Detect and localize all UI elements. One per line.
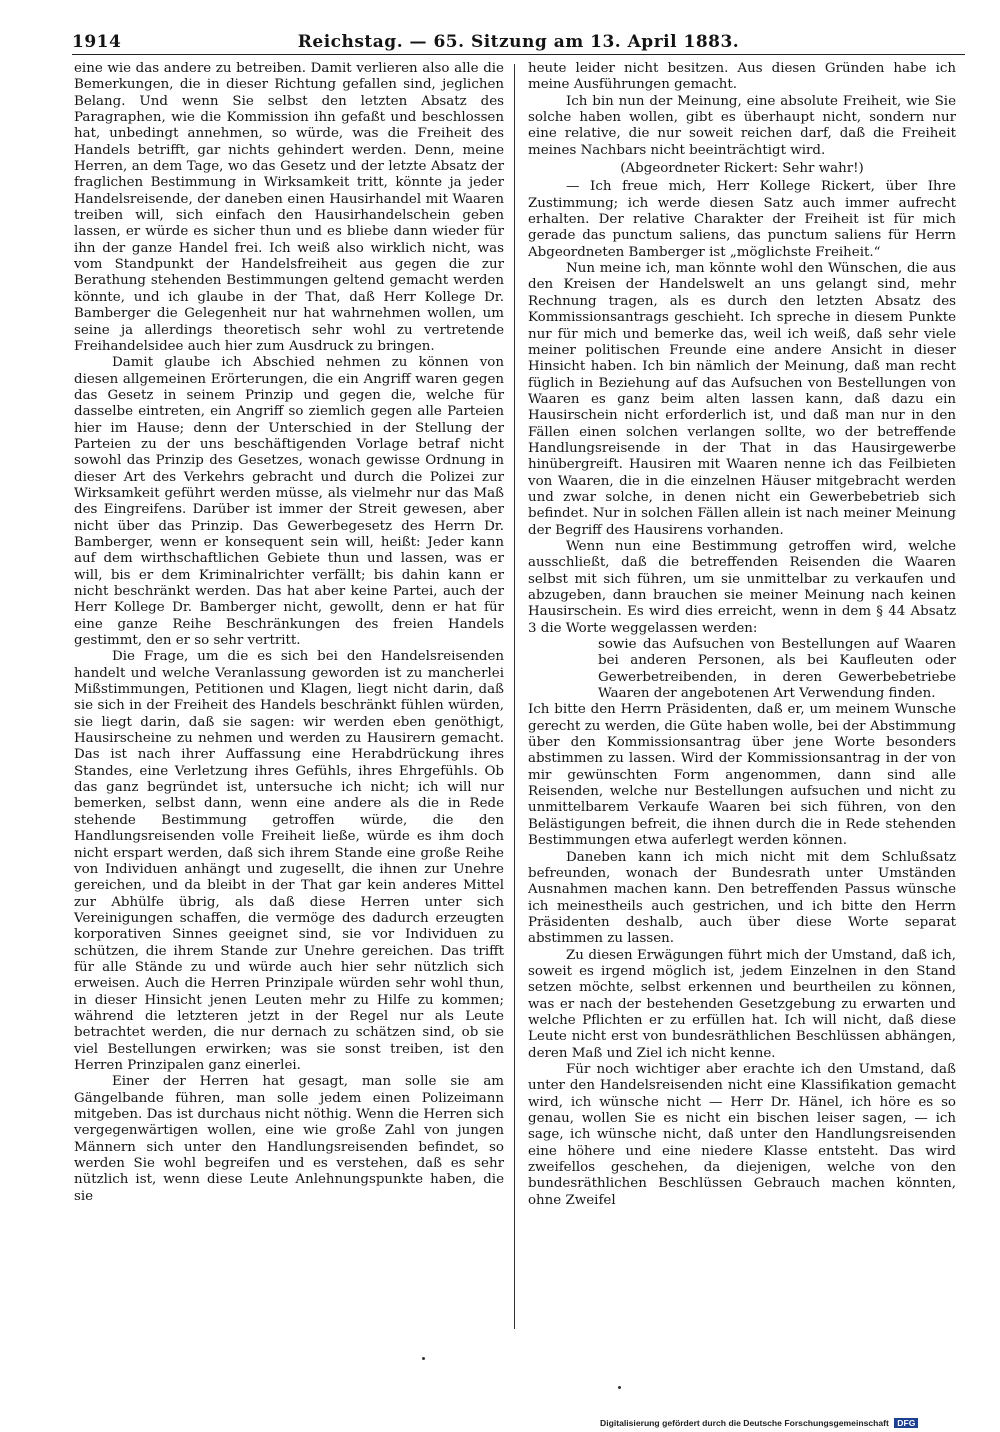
paragraph: — Ich freue mich, Herr Kollege Rickert, über Ihre Zustimmung; ich werde diesen Satz auch immer aufrecht erhalten. Der relative Charakter der Freiheit ist für mich gerade das punctum saliens, das punctum saliens für Herrn Abgeordneten Bamberger ist „möglichste Freiheit.“: [528, 179, 956, 260]
paragraph: Daneben kann ich mich nicht mit dem Schlußsatz befreunden, wonach der Bundesrath unter Umständen Ausnahmen machen kann. Den betreffenden Passus wünsche ich meinestheils auch gestrichen, und ich bitte den Herrn Präsidenten deshalb, auch über diese Worte separat abstimmen zu lassen.: [528, 849, 956, 947]
left-column: [74, 61, 504, 1205]
scan-speck: [618, 1386, 621, 1389]
right-column: [528, 61, 956, 1209]
quoted-clause: sowie das Aufsuchen von Bestellungen auf Waaren bei anderen Personen, als bei Kaufleuten oder Gewerbetreibenden, in deren Gewerbebetriebe Waaren der angebotenen Art Verwendung finden.: [598, 637, 956, 702]
credit-text: Digitalisierung gefördert durch die Deutsche Forschungsgemeinschaft: [600, 1418, 889, 1428]
column-divider: [514, 64, 515, 1329]
running-title: Reichstag. — 65. Sitzung am 13. April 1883.: [297, 32, 740, 52]
paragraph: Für noch wichtiger aber erachte ich den Umstand, daß unter den Handelsreisenden nicht eine Klassifikation gemacht wird, ich wünsche nicht — Herr Dr. Hänel, ich höre es so genau, wollen Sie es nicht ein bischen leiser sagen, — ich sage, ich wünsche nicht, daß unter den Handlungsreisenden eine höhere und eine niedere Klasse entsteht. Das wird zweifellos geschehen, da diejenigen, welche von den bundesräthlichen Beschlüssen Gebrauch machen könnten, ohne Zweifel: [528, 1061, 956, 1208]
paragraph: Die Frage, um die es sich bei den Handelsreisenden handelt und welche Veranlassung geworden ist zu mancherlei Mißstimmungen, Petitionen und Klagen, liegt nicht darin, daß sie sich in der Freiheit des Handels beschränkt fühlen würden, sie liegt darin, daß sie sagen: wir werden eben genöthigt, Hausirscheine zu nehmen und werden zu Hausirern gemacht. Das ist nach ihrer Auffassung eine Herabdrückung ihres Standes, eine Verletzung ihres Gefühls, ihres Ehrgefühls. Ob das ganz begründet ist, untersuche ich nicht; ich will nur bemerken, selbst dann, wenn eine andere als die in Rede stehende Bestimmung getroffen würde, die den Handlungsreisenden volle Freiheit ließe, würde es ihm doch nicht erspart werden, daß sich ihrem Stande eine große Reihe von Individuen anhängt und zugesellt, die ihnen zur Unehre gereichen, und da bleibt in der That gar kein anderes Mittel zur Abhülfe übrig, als daß diese Herren unter sich Vereinigungen schaffen, die vermöge des dadurch erzeugten korporativen Sinnes geeignet sind, sie vor Individuen zu schützen, die ihrem Stande zur Unehre gereichen. Das trifft für alle Stände zu und würde auch hier sehr nützlich sich erweisen. Auch die Herren Prinzipale würden sehr wohl thun, in dieser Hinsicht jenen Leuten mehr zu Hilfe zu kommen; während die letzteren jetzt in der Regel nur als Leute betrachtet werden, die nur dernach zu schätzen sind, ob sie viel Bestellungen erwirken; was sie sonst treiben, ist den Herren Prinzipalen ganz einerlei.: [74, 649, 504, 1073]
scan-speck: [422, 1357, 425, 1360]
page-number: 1914: [72, 32, 122, 52]
paragraph: Ich bin nun der Meinung, eine absolute Freiheit, wie Sie solche haben wollen, gibt es überhaupt nicht, sondern nur eine relative, die nur soweit reichen darf, daß die Freiheit meines Nachbars nicht beeinträchtigt wird.: [528, 93, 956, 158]
paragraph: heute leider nicht besitzen. Aus diesen Gründen habe ich meine Ausführungen gemacht.: [528, 61, 956, 93]
page-header: [72, 30, 965, 55]
paragraph: Damit glaube ich Abschied nehmen zu können von diesen allgemeinen Erörterungen, die ein Angriff waren gegen das Gesetz in seinem Prinzip und gegen die, welche für dasselbe eintreten, ein Angriff so ziemlich gegen alle Parteien hier im Hause; denn der Unterschied in der Stellung der Parteien zu der uns beschäftigenden Vorlage betraf nicht sowohl das Prinzip des Gesetzes, wonach gewisse Ordnung in dieser Art des Verkehrs gebracht und durch die Polizei zur Wirksamkeit geführt werden müsse, als vielmehr nur das Maß des Eingreifens. Darüber ist immer der Streit gewesen, aber nicht über das Prinzip. Das Gewerbegesetz des Herrn Dr. Bamberger, wenn er konsequent sein will, heißt: Jeder kann auf dem wirthschaftlichen Gebiete thun und lassen, was er will, bis er dem Kriminalrichter verfällt; bis dahin kann er nicht beschränkt werden. Das hat aber keine Partei, auch der Herr Kollege Dr. Bamberger nicht, gewollt, denn er hat für eine ganze Reihe Beschränkungen des freien Handels gestimmt, den er so sehr vertritt.: [74, 355, 504, 649]
paragraph: Wenn nun eine Bestimmung getroffen wird, welche ausschließt, daß die betreffenden Reisenden die Waaren selbst mit sich führen, um sie unmittelbar zu verkaufen und abzugeben, dann brauchen sie meiner Meinung nach keinen Hausirschein. Es wird dies erreicht, wenn in dem § 44 Absatz 3 die Worte weggelassen werden:: [528, 538, 956, 636]
dfg-logo: DFG: [894, 1418, 918, 1428]
paragraph: Zu diesen Erwägungen führt mich der Umstand, daß ich, soweit es irgend möglich ist, jedem Einzelnen in den Stand setzen möchte, selbst erkennen und beurtheilen zu können, was er nach der bestehenden Gesetzgebung zu erwarten und welche Pflichten er zu erfüllen hat. Ich will nicht, daß diese Leute nicht erst von bundesräthlichen Beschlüssen abhängen, deren Maß und Ziel ich nicht kenne.: [528, 947, 956, 1061]
paragraph: Ich bitte den Herrn Präsidenten, daß er, um meinem Wunsche gerecht zu werden, die Güte haben wolle, bei der Abstimmung über den Kommissionsantrag über jene Worte besonders abstimmen zu lassen. Wird der Kommissionsantrag in der von mir gewünschten Form angenommen, dann sind alle Reisenden, welche nur Bestellungen aufsuchen und nicht zu unmittelbarem Verkaufe Waaren bei sich führen, von den Belästigungen befreit, die ihnen durch die in Rede stehenden Bestimmungen etwa auferlegt werden können.: [528, 702, 956, 849]
digitization-credit: [600, 1418, 918, 1428]
interjection: (Abgeordneter Rickert: Sehr wahr!): [620, 161, 864, 177]
paragraph: Einer der Herren hat gesagt, man solle sie am Gängelbande führen, man solle jedem einen Polizeimann mitgeben. Das ist durchaus nicht nöthig. Wenn die Herren sich vergegenwärtigen wollen, eine wie große Zahl von jungen Männern sich unter den Handlungsreisenden befindet, so werden Sie wohl begreifen und es verstehen, daß es sehr nützlich ist, wenn diese Leute Anlehnungspunkte haben, die sie: [74, 1074, 504, 1204]
paragraph: Nun meine ich, man könnte wohl den Wünschen, die aus den Kreisen der Handelswelt an uns gelangt sind, mehr Rechnung tragen, als es durch den letzten Absatz des Kommissionsantrags geschieht. Ich spreche in diesem Punkte nur für mich und bemerke das, weil ich weiß, daß sehr viele meiner politischen Freunde eine andere Ansicht in dieser Hinsicht haben. Ich bin nämlich der Meinung, daß man recht füglich in Beziehung auf das Aufsuchen von Bestellungen von Waaren es ganz beim alten lassen kann, daß dazu ein Hausirschein nicht erforderlich ist, und daß man nur in den Fällen einen solchen verlangen sollte, wo der betreffende Handlungsreisende in der That in das Hausirgewerbe hinübergreift. Hausiren mit Waaren nenne ich das Feilbieten von Waaren, die in die einzelnen Häuser mitgebracht werden und zwar solche, in denen nicht ein Gewerbebetrieb sich befindet. Nur in solchen Fällen allein ist nach meiner Meinung der Begriff des Hausirens vorhanden.: [528, 261, 956, 538]
paragraph: eine wie das andere zu betreiben. Damit verlieren also alle die Bemerkungen, die in dieser Richtung gefallen sind, jeglichen Belang. Und wenn Sie selbst den letzten Absatz des Paragraphen, wie die Kommission ihn gefaßt und beschlossen hat, unbedingt annehmen, so würde, was die Freiheit des Handels betrifft, gar nichts gehindert werden. Denn, meine Herren, an dem Tage, wo das Gesetz und der letzte Absatz der fraglichen Bestimmung in Wirksamkeit tritt, könnte ja jeder Handelsreisende, der daneben einen Hausirhandel mit Waaren treiben will, sich einfach den Hausirhandelschein geben lassen, er würde es sicher thun und es bliebe dann wieder für ihn der ganze Handel frei. Ich weiß also wirklich nicht, was vom Standpunkt der Handelsfreiheit aus gegen die zur Berathung stehenden Bestimmungen geltend gemacht werden könnte, und ich glaube in der That, daß Herr Kollege Dr. Bamberger die Gelegenheit nur hat wahrnehmen wollen, um seine ja allerdings theoretisch sehr wohl zu vertretende Freihandelsidee auch hier zum Ausdruck zu bringen.: [74, 61, 504, 354]
